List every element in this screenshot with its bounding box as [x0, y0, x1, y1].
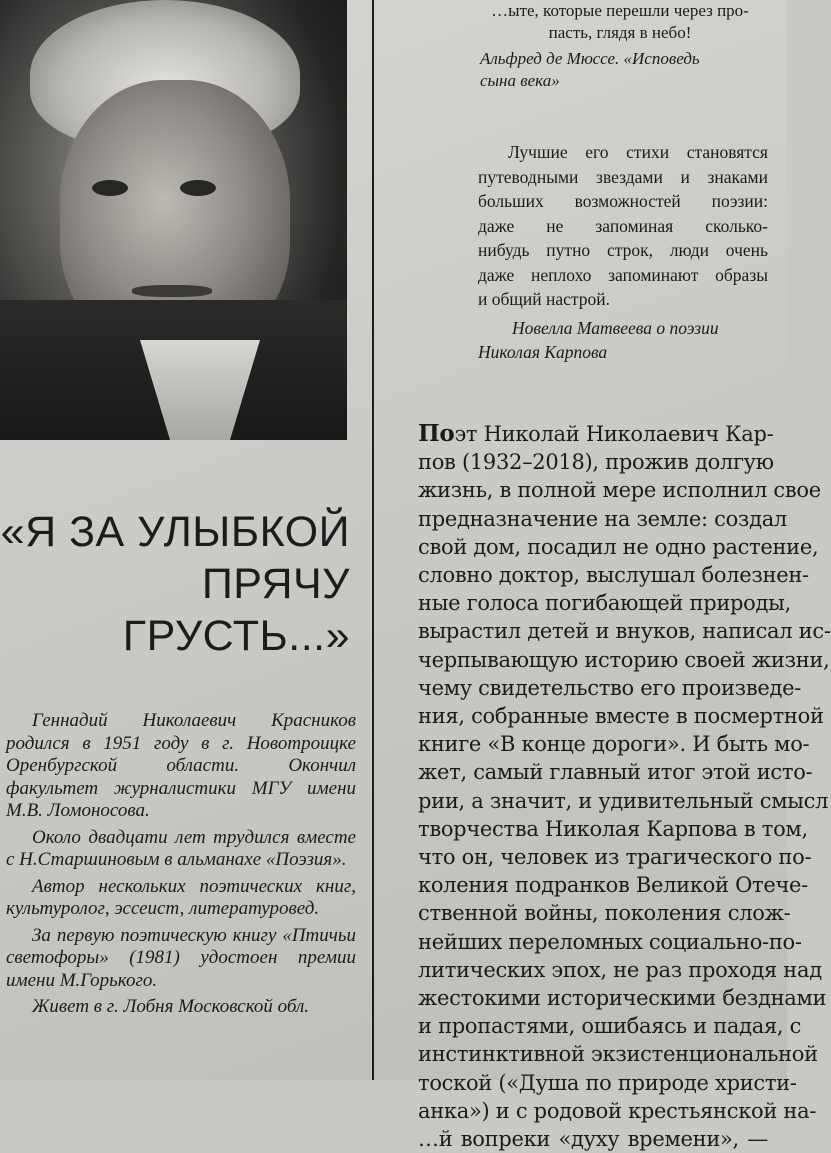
article-line: …й вопреки «духу времени», — — [418, 1127, 768, 1152]
article-line: черпывающую историю своей жизни, — [418, 647, 830, 672]
article-line: жизнь, в полной мере исполнил свое — [418, 478, 821, 503]
epigraph-attribution — [470, 48, 770, 92]
article-line: и пропастями, ошибаясь и падая, с — [418, 1014, 802, 1039]
quote-line-text: путеводными звездами и знаками — [478, 166, 768, 187]
article-line: жет, самый главный итог этой исто- — [418, 760, 813, 785]
article-line: что он, человек из трагического по- — [418, 845, 812, 870]
article-body — [418, 420, 831, 1153]
article-line: тоской («Душа по природе христи- — [418, 1070, 797, 1095]
drop-cap: По — [418, 420, 455, 447]
article-line: предназначение на земле: создал — [418, 506, 787, 531]
article-line: ные голоса погибающей природы, — [418, 591, 791, 616]
bio-paragraph: Около двадцати лет трудился вместе с Н.Старшиновым в альманахе «Поэзия». — [6, 826, 356, 870]
epigraph-line: …ыте, которые перешли через про- — [491, 1, 749, 20]
article-line: рии, а значит, и удивительный смысл — [418, 788, 829, 813]
portrait-mouth — [132, 285, 212, 297]
article-line: нейших переломных социально-по- — [418, 929, 802, 954]
portrait-eye-right — [180, 180, 216, 196]
article-line: жестокими историческими безднами — [418, 986, 827, 1011]
title-line: ПРЯЧУ — [201, 560, 350, 608]
article-line-text: эт Николай Николаевич Кар- — [454, 422, 774, 446]
portrait-eye-left — [92, 180, 128, 196]
article-line: инстинктивной экзистенциональной — [418, 1042, 818, 1067]
article-line: пов (1932–2018), прожив долгую — [418, 450, 774, 475]
bio-paragraph: Живет в г. Лобня Московской обл. — [32, 996, 310, 1017]
article-line: словно доктор, выслушал болезнен- — [418, 563, 809, 588]
quote-line-text: даже не запоминая сколько- — [478, 215, 768, 236]
article-line: вырастил детей и внуков, написал ис- — [418, 619, 831, 644]
epigraph-attribution-line: сына века» — [480, 71, 560, 90]
article-line: коления подранков Великой Отече- — [418, 873, 808, 898]
column-divider — [372, 0, 374, 1080]
quote-line-text: нибудь путно строк, люди очень — [478, 240, 768, 260]
article-line: книге «В конце дороги». И быть мо- — [418, 732, 810, 757]
title-line: «Я ЗА УЛЫБКОЙ — [0, 508, 350, 556]
article-line: ственной войны, поколения слож- — [418, 901, 791, 926]
article-line: ния, собранные вместе в посмертной — [418, 704, 824, 729]
article-line: анка») и с родовой крестьянской на- — [418, 1098, 817, 1123]
article-title — [0, 506, 350, 662]
article-line: свой дом, посадил не одно растение, — [418, 534, 819, 559]
article-line — [418, 420, 774, 448]
epigraph-line: пасть, глядя в небо! — [548, 23, 692, 42]
author-portrait-photo — [0, 0, 347, 440]
matveeva-quote — [478, 140, 768, 365]
author-bio — [6, 710, 356, 1023]
musset-epigraph — [470, 0, 770, 92]
quote-attribution-line: Николая Карпова — [478, 342, 608, 362]
title-line: ГРУСТЬ...» — [122, 612, 350, 660]
quote-attribution-line: Новелла Матвеева о поэзии — [512, 317, 719, 338]
quote-attribution — [478, 316, 768, 365]
epigraph-attribution-line: Альфред де Мюссе. «Исповедь — [480, 49, 700, 68]
article-line: литических эпох, не раз проходя над — [418, 957, 822, 982]
quote-line — [478, 140, 768, 312]
quote-line-text: и общий настрой. — [478, 289, 610, 309]
quote-line-text: даже неплохо запоминают образы — [478, 264, 768, 285]
bio-paragraph: Геннадий Николаевич Красников родился в 1951 году в г. Новотроицке Оренбургской области. Окончил факультет журналистики МГУ имени М.В. Ломоносова. — [6, 710, 356, 821]
article-line: творчества Николая Карпова в том, — [418, 816, 808, 841]
bio-paragraph: Автор нескольких поэтических книг, культуролог, эссеист, литературовед. — [6, 875, 356, 919]
bio-paragraph: За первую поэтическую книгу «Птичьи светофоры» (1981) удостоен премии имени М.Горького. — [6, 924, 356, 991]
article-line: чему свидетельство его произведе- — [418, 675, 802, 700]
quote-line-text: Лучшие его стихи становятся — [508, 142, 768, 162]
quote-line-text: больших возможностей поэзии: — [478, 191, 768, 211]
